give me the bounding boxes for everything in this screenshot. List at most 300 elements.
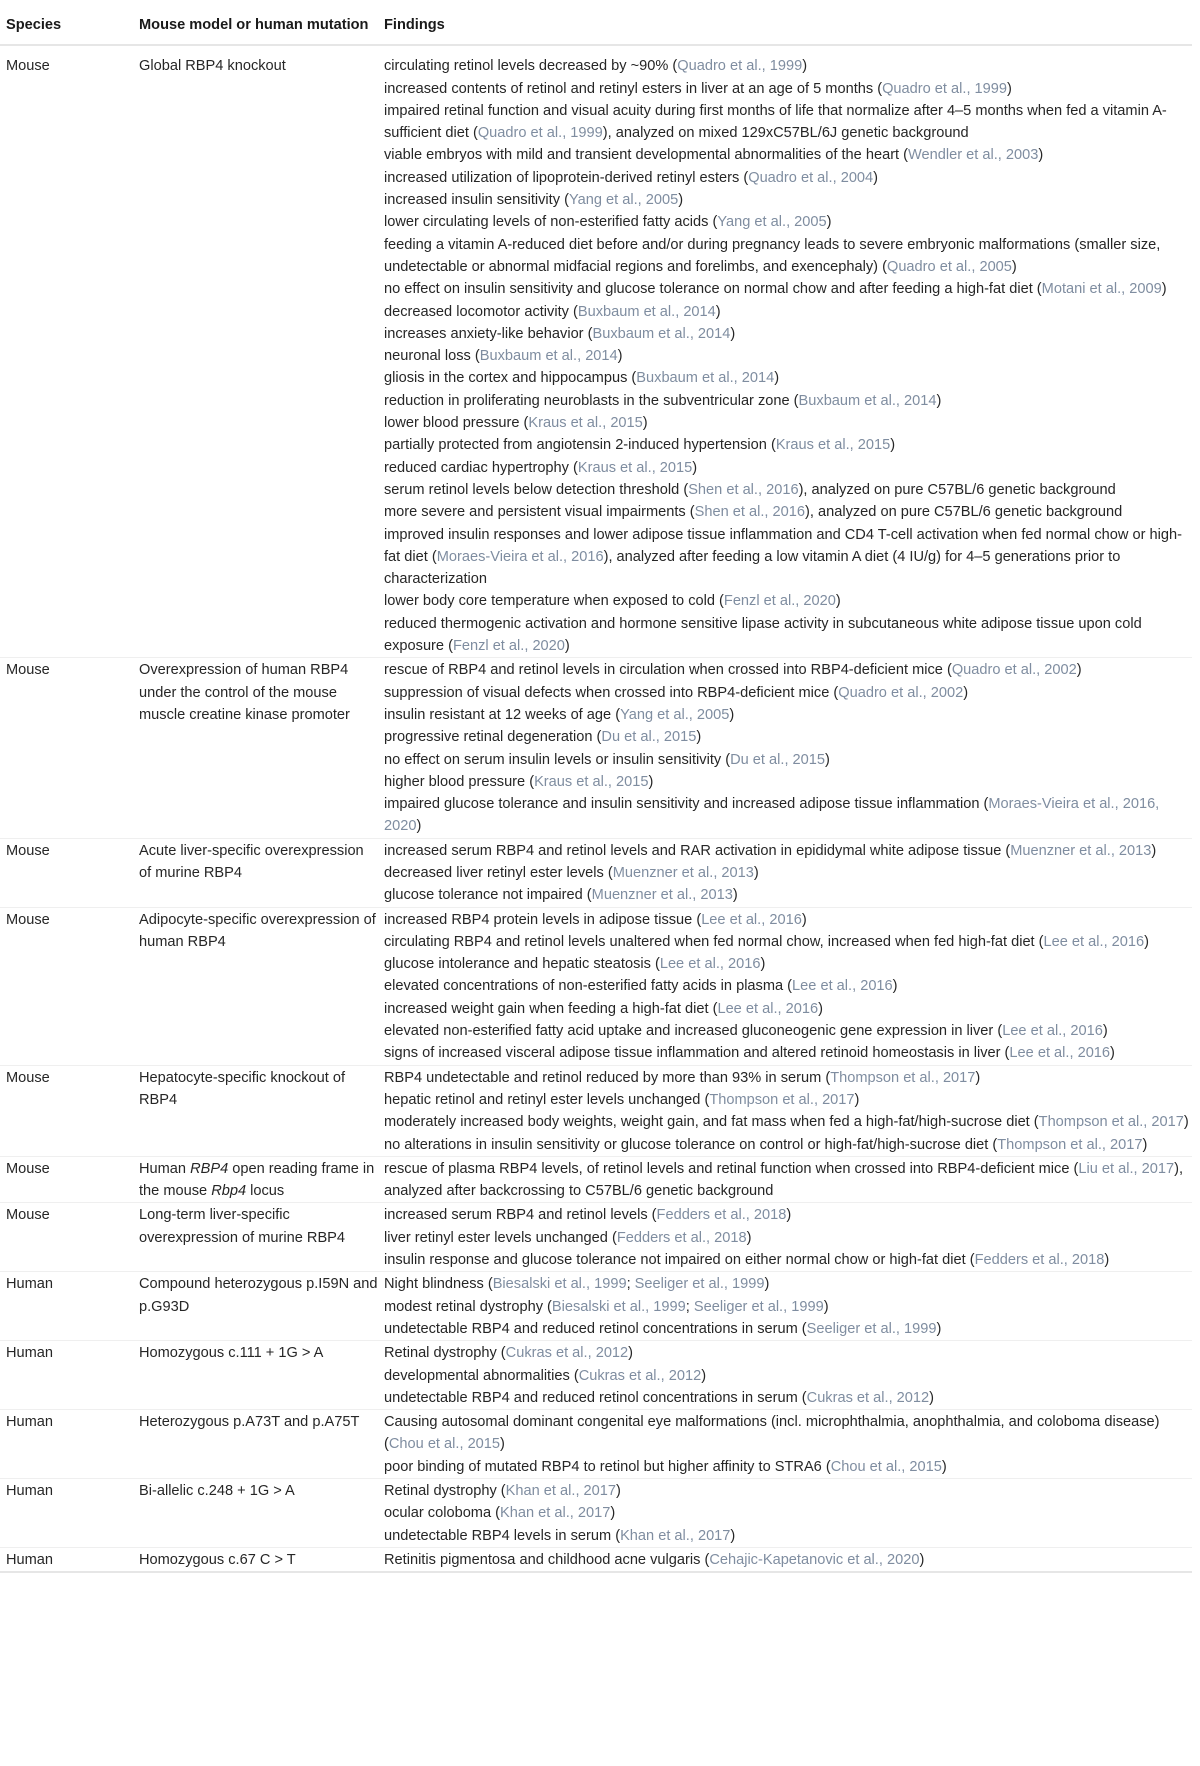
citation-link[interactable]: Quadro et al., 1999 — [677, 58, 803, 75]
text-segment: Night blindness ( — [384, 1276, 493, 1293]
citation-link[interactable]: Fedders et al., 2018 — [656, 1207, 787, 1224]
finding-line — [384, 998, 1192, 1020]
text-segment: ) — [730, 325, 736, 342]
text-segment: circulating RBP4 and retinol levels unaltered when fed normal chow, increased when fed high-fat diet ( — [384, 933, 1044, 950]
text-segment: ) — [753, 864, 759, 881]
citation-link[interactable]: Quadro et al., 2002 — [838, 684, 964, 701]
text-segment: ) — [1102, 1023, 1108, 1040]
model-cell — [133, 1156, 378, 1203]
finding-line — [384, 1525, 1192, 1547]
finding-line — [384, 367, 1192, 389]
text-segment: Causing autosomal dominant congenital eye malformations (incl. microphthalmia, anophthalmia, and coloboma disease) ( — [384, 1414, 1160, 1453]
text-segment: ) — [890, 437, 896, 454]
citation-link[interactable]: Seeliger et al., 1999 — [693, 1298, 824, 1315]
finding-line — [384, 1042, 1192, 1064]
text-segment: ) — [760, 956, 766, 973]
citation-link[interactable]: Thompson et al., 2017 — [709, 1091, 855, 1108]
citation-link[interactable]: Quadro et al., 2002 — [951, 662, 1077, 679]
text-segment: moderately increased body weights, weight gain, and fat mass when fed a high-fat/high-sucrose diet ( — [384, 1114, 1039, 1131]
text-segment: elevated non-esterified fatty acid uptake and increased gluconeogenic gene expression in liver ( — [384, 1023, 1003, 1040]
species-cell: Human — [0, 1272, 133, 1341]
citation-link[interactable]: Yang et al., 2005 — [717, 214, 827, 231]
text-segment: Overexpression of human RBP4 under the control of the mouse muscle creatine kinase promoter — [139, 662, 350, 723]
text-segment: ) — [1104, 1252, 1110, 1269]
species-cell: Mouse — [0, 1203, 133, 1272]
model-cell — [133, 1410, 378, 1479]
text-segment: Homozygous c.67 C > T — [139, 1551, 296, 1568]
text-segment: increased serum RBP4 and retinol levels ( — [384, 1207, 657, 1224]
finding-line — [384, 189, 1192, 211]
text-segment: ) — [642, 415, 648, 432]
finding-line — [384, 975, 1192, 997]
findings-cell — [378, 1272, 1192, 1341]
finding-line — [384, 1411, 1192, 1456]
citation-link[interactable]: Thompson et al., 2017 — [997, 1136, 1143, 1153]
text-segment: ) — [975, 1069, 981, 1086]
header-row — [0, 6, 1192, 45]
finding-line — [384, 1204, 1192, 1226]
text-segment: ) — [678, 192, 684, 209]
species-cell: Mouse — [0, 1065, 133, 1156]
model-cell — [133, 838, 378, 907]
text-segment: ) — [823, 1298, 829, 1315]
text-segment: poor binding of mutated RBP4 to retinol but higher affinity to STRA6 ( — [384, 1458, 831, 1475]
citation-link[interactable]: Fenzl et al., 2020 — [723, 593, 836, 610]
text-segment: ) — [892, 978, 898, 995]
text-segment: ; — [626, 1276, 635, 1293]
text-segment: rescue of RBP4 and retinol levels in circulation when crossed into RBP4-deficient mice ( — [384, 662, 952, 679]
text-segment: ) — [1110, 1045, 1115, 1062]
citation-link[interactable]: Seeliger et al., 1999 — [806, 1320, 937, 1337]
citation-link[interactable]: Biesalski et al., 1999 — [551, 1298, 686, 1315]
text-segment: ) — [1142, 1136, 1148, 1153]
text-segment: ) — [963, 684, 969, 701]
text-segment: Global RBP4 knockout — [139, 58, 286, 75]
text-segment: impaired glucose tolerance and insulin sensitivity and increased adipose tissue inflammation ( — [384, 796, 989, 813]
text-segment: Bi-allelic c.248 + 1G > A — [139, 1483, 295, 1499]
species-cell: Mouse — [0, 838, 133, 907]
text-segment: open reading frame in the mouse — [139, 1160, 375, 1200]
citation-link[interactable]: Buxbaum et al., 2014 — [636, 370, 775, 387]
text-segment: lower body core temperature when exposed to cold ( — [384, 593, 724, 610]
citation-link[interactable]: Quadro et al., 2004 — [748, 169, 874, 186]
model-cell — [133, 658, 378, 838]
finding-line — [384, 390, 1192, 412]
text-segment: reduced thermogenic activation and hormone sensitive lipase activity in subcutaneous white adipose tissue upon cold exposure ( — [384, 615, 1142, 655]
text-segment: ) — [1011, 258, 1017, 275]
citation-link[interactable]: Biesalski et al., 1999 — [492, 1276, 627, 1293]
text-segment: ) — [715, 303, 721, 320]
text-segment: signs of increased visceral adipose tissue inflammation and altered retinoid homeostasis in liver ( — [384, 1045, 1010, 1062]
model-cell — [133, 45, 378, 658]
species-cell: Mouse — [0, 658, 133, 838]
citation-link[interactable]: Du et al., 2015 — [730, 751, 826, 768]
model-cell — [133, 1065, 378, 1156]
text-segment: ) — [929, 1389, 935, 1406]
text-segment: ) — [774, 370, 780, 387]
text-segment: ) — [729, 706, 735, 723]
species-cell: Mouse — [0, 1156, 133, 1203]
text-segment: rescue of plasma RBP4 levels, of retinol levels and retinal function when crossed into RBP4-deficient mice ( — [384, 1160, 1079, 1177]
text-segment: ) — [610, 1505, 616, 1522]
finding-line — [384, 1089, 1192, 1111]
findings-cell — [378, 1410, 1192, 1479]
citation-link[interactable]: Kraus et al., 2015 — [534, 773, 649, 790]
citation-link[interactable]: Cukras et al., 2012 — [578, 1367, 702, 1384]
text-segment: feeding a vitamin A-reduced diet before and/or during pregnancy leads to severe embryonic malformations (smaller size, undetectable or abnormal midfacial regions and forelimbs, and exencephaly) ( — [384, 236, 1161, 275]
model-cell — [133, 1479, 378, 1548]
text-segment: ) — [701, 1367, 707, 1384]
text-segment: ) — [617, 348, 623, 365]
text-segment: Heterozygous p.A73T and p.A75T — [139, 1414, 360, 1431]
text-segment: improved insulin responses and lower adipose tissue inflammation and CD4 T-cell activation when fed normal chow or high-fat diet ( — [384, 526, 1182, 565]
table-row — [0, 1410, 1192, 1479]
text-segment: ) — [786, 1207, 792, 1224]
text-segment: ) — [1076, 662, 1082, 679]
text-segment: Acute liver-specific overexpression of murine RBP4 — [139, 842, 364, 881]
citation-link[interactable]: Wendler et al., 2003 — [908, 147, 1039, 164]
finding-line — [384, 78, 1192, 100]
text-segment: ) — [826, 214, 832, 231]
text-segment: elevated concentrations of non-esterified fatty acids in plasma ( — [384, 978, 793, 995]
citation-link[interactable]: Lee et al., 2016 — [1043, 933, 1145, 950]
table-row — [0, 1341, 1192, 1410]
finding-line — [384, 1318, 1192, 1340]
citation-link[interactable]: Moraes-Vieira et al., 2016 — [436, 548, 604, 565]
citation-link[interactable]: Cehajic-Kapetanovic et al., 2020 — [709, 1551, 920, 1568]
text-segment: ) — [936, 1320, 942, 1337]
citation-link[interactable]: Moraes-Vieira et al., 2016, 2020 — [384, 796, 1160, 835]
text-segment: increased contents of retinol and retinyl esters in liver at an age of 5 months ( — [384, 80, 883, 97]
text-segment: ), analyzed on pure C57BL/6 genetic background — [798, 481, 1116, 498]
text-segment: ) — [696, 729, 702, 746]
citation-link[interactable]: Muenzner et al., 2013 — [591, 887, 733, 904]
citation-link[interactable]: Cukras et al., 2012 — [505, 1345, 629, 1362]
species-cell: Human — [0, 1341, 133, 1410]
citation-link[interactable]: Motani et al., 2009 — [1041, 281, 1162, 298]
finding-line — [384, 862, 1192, 884]
citation-link[interactable]: Quadro et al., 1999 — [882, 80, 1008, 97]
text-segment: no alterations in insulin sensitivity or glucose tolerance on control or high-fat/high-sucrose diet ( — [384, 1136, 998, 1153]
citation-link[interactable]: Fenzl et al., 2020 — [452, 638, 565, 655]
finding-line — [384, 278, 1192, 300]
finding-line — [384, 211, 1192, 233]
text-segment: lower circulating levels of non-esterified fatty acids ( — [384, 214, 718, 231]
finding-line — [384, 434, 1192, 456]
finding-line — [384, 234, 1192, 279]
model-cell — [133, 1341, 378, 1410]
table-body — [0, 45, 1192, 1572]
text-segment: ) — [873, 169, 879, 186]
text-segment: reduction in proliferating neuroblasts in the subventricular zone ( — [384, 392, 799, 409]
text-segment: ) — [500, 1436, 505, 1453]
species-cell: Mouse — [0, 45, 133, 658]
finding-line — [384, 682, 1192, 704]
finding-line — [384, 1365, 1192, 1387]
text-segment: ) — [692, 459, 698, 476]
text-segment: ) — [1151, 842, 1157, 859]
finding-line — [384, 793, 1192, 838]
table-row — [0, 1156, 1192, 1203]
citation-link[interactable]: Kraus et al., 2015 — [577, 459, 693, 476]
italic-gene-name: Rbp4 — [211, 1183, 247, 1200]
text-segment: ) — [835, 593, 841, 610]
citation-link[interactable]: Khan et al., 2017 — [505, 1483, 617, 1499]
model-cell — [133, 1547, 378, 1572]
finding-line — [384, 1249, 1192, 1271]
citation-link[interactable]: Lee et al., 2016 — [659, 956, 761, 973]
text-segment: neuronal loss ( — [384, 348, 480, 365]
text-segment: Compound heterozygous p.I59N and p.G93D — [139, 1276, 378, 1315]
text-segment: ocular coloboma ( — [384, 1505, 500, 1522]
citation-link[interactable]: Lee et al., 2016 — [1009, 1045, 1111, 1062]
text-segment: decreased liver retinyl ester levels ( — [384, 864, 613, 881]
text-segment: modest retinal dystrophy ( — [384, 1298, 552, 1315]
text-segment: ) — [564, 638, 570, 655]
text-segment: ) — [854, 1091, 860, 1108]
citation-link[interactable]: Fedders et al., 2018 — [974, 1252, 1105, 1269]
findings-cell — [378, 838, 1192, 907]
text-segment: higher blood pressure ( — [384, 773, 535, 790]
citation-link[interactable]: Quadro et al., 2005 — [886, 258, 1012, 275]
text-segment: ) — [801, 911, 807, 928]
finding-line — [384, 479, 1192, 501]
finding-line — [384, 613, 1192, 658]
text-segment: partially protected from angiotensin 2-induced hypertension ( — [384, 437, 776, 454]
finding-line — [384, 1020, 1192, 1042]
text-segment: increased utilization of lipoprotein-derived retinyl esters ( — [384, 169, 749, 186]
text-segment: insulin response and glucose tolerance not impaired on either normal chow or high-fat diet ( — [384, 1252, 975, 1269]
table-row — [0, 1065, 1192, 1156]
citation-link[interactable]: Lee et al., 2016 — [1002, 1023, 1103, 1040]
text-segment: ) — [1183, 1114, 1189, 1131]
text-segment: locus — [246, 1183, 285, 1200]
finding-line — [384, 457, 1192, 479]
finding-line — [384, 1067, 1192, 1089]
finding-line — [384, 953, 1192, 975]
finding-line — [384, 704, 1192, 726]
citation-link[interactable]: Liu et al., 2017 — [1078, 1160, 1175, 1177]
text-segment: ) — [936, 392, 942, 409]
finding-line — [384, 1296, 1192, 1318]
text-segment: serum retinol levels below detection threshold ( — [384, 481, 689, 498]
citation-link[interactable]: Lee et al., 2016 — [792, 978, 893, 995]
header-model: Mouse model or human mutation — [133, 6, 378, 45]
finding-line — [384, 590, 1192, 612]
citation-link[interactable]: Shen et al., 2016 — [694, 504, 806, 521]
finding-line — [384, 1134, 1192, 1156]
citation-link[interactable]: Du et al., 2015 — [601, 729, 697, 746]
text-segment: ) — [1038, 147, 1044, 164]
finding-line — [384, 1387, 1192, 1409]
text-segment: liver retinyl ester levels unchanged ( — [384, 1229, 617, 1246]
findings-cell — [378, 1479, 1192, 1548]
text-segment: ) — [746, 1229, 752, 1246]
citation-link[interactable]: Kraus et al., 2015 — [528, 415, 643, 432]
finding-line — [384, 659, 1192, 681]
table-row — [0, 1203, 1192, 1272]
citation-link[interactable]: Chou et al., 2015 — [388, 1436, 501, 1453]
text-segment: Long-term liver-specific overexpression of murine RBP4 — [139, 1207, 346, 1246]
header-species: Species — [0, 6, 133, 45]
findings-cell — [378, 1547, 1192, 1572]
text-segment: ), analyzed on mixed 129xC57BL/6J genetic background — [602, 125, 969, 142]
citation-link[interactable]: Yang et al., 2005 — [620, 706, 730, 723]
text-segment: undetectable RBP4 levels in serum ( — [384, 1527, 621, 1544]
citation-link[interactable]: Kraus et al., 2015 — [775, 437, 891, 454]
finding-line — [384, 1480, 1192, 1502]
text-segment: ), analyzed after backcrossing to C57BL/6 genetic background — [384, 1160, 1184, 1200]
text-segment: ), analyzed on pure C57BL/6 genetic background — [805, 504, 1123, 521]
text-segment: ; — [685, 1298, 694, 1315]
species-cell: Human — [0, 1479, 133, 1548]
species-cell: Mouse — [0, 907, 133, 1065]
text-segment: Retinal dystrophy ( — [384, 1345, 506, 1362]
findings-cell — [378, 1203, 1192, 1272]
finding-line — [384, 726, 1192, 748]
citation-link[interactable]: Yang et al., 2005 — [568, 192, 679, 209]
finding-line — [384, 749, 1192, 771]
text-segment: ) — [1161, 281, 1167, 298]
finding-line — [384, 323, 1192, 345]
finding-line — [384, 1111, 1192, 1133]
findings-cell — [378, 1156, 1192, 1203]
text-segment: no effect on serum insulin levels or insulin sensitivity ( — [384, 751, 731, 768]
model-cell — [133, 1272, 378, 1341]
text-segment: ) — [825, 751, 830, 768]
text-segment: increased weight gain when feeding a high-fat diet ( — [384, 1000, 718, 1017]
finding-line — [384, 1456, 1192, 1478]
text-segment: Retinal dystrophy ( — [384, 1483, 506, 1499]
citation-link[interactable]: Muenzner et al., 2013 — [1010, 842, 1152, 859]
text-segment: Hepatocyte-specific knockout of RBP4 — [139, 1069, 346, 1108]
text-segment: suppression of visual defects when crossed into RBP4-deficient mice ( — [384, 684, 839, 701]
text-segment: ) — [919, 1551, 925, 1568]
finding-line — [384, 345, 1192, 367]
citation-link[interactable]: Chou et al., 2015 — [830, 1458, 942, 1475]
text-segment: RBP4 undetectable and retinol reduced by more than 93% in serum ( — [384, 1069, 831, 1086]
finding-line — [384, 1158, 1192, 1203]
text-segment: progressive retinal degeneration ( — [384, 729, 602, 746]
text-segment: hepatic retinol and retinyl ester levels unchanged ( — [384, 1091, 710, 1108]
finding-line — [384, 100, 1192, 145]
text-segment: impaired retinal function and visual acuity during first months of life that normalize after 4–5 months when fed a vitamin A-sufficient diet ( — [384, 102, 1167, 142]
citation-link[interactable]: Seeliger et al., 1999 — [634, 1276, 765, 1293]
text-segment: ) — [802, 58, 808, 75]
italic-gene-name: RBP4 — [190, 1160, 229, 1177]
text-segment: circulating retinol levels decreased by ~90% ( — [384, 58, 678, 75]
text-segment: Retinitis pigmentosa and childhood acne vulgaris ( — [384, 1551, 710, 1568]
table-row — [0, 1547, 1192, 1572]
text-segment: undetectable RBP4 and reduced retinol concentrations in serum ( — [384, 1320, 807, 1337]
text-segment: increases anxiety-like behavior ( — [384, 325, 593, 342]
citation-link[interactable]: Fedders et al., 2018 — [616, 1229, 747, 1246]
finding-line — [384, 144, 1192, 166]
finding-line — [384, 55, 1192, 77]
text-segment: undetectable RBP4 and reduced retinol concentrations in serum ( — [384, 1389, 807, 1406]
text-segment: insulin resistant at 12 weeks of age ( — [384, 706, 621, 723]
finding-line — [384, 771, 1192, 793]
text-segment: decreased locomotor activity ( — [384, 303, 578, 320]
finding-line — [384, 1342, 1192, 1364]
text-segment: ) — [818, 1000, 823, 1017]
citation-link[interactable]: Buxbaum et al., 2014 — [592, 325, 731, 342]
finding-line — [384, 909, 1192, 931]
text-segment: ) — [941, 1458, 947, 1475]
citation-link[interactable]: Lee et al., 2016 — [717, 1000, 819, 1017]
species-cell: Human — [0, 1547, 133, 1572]
text-segment: glucose tolerance not impaired ( — [384, 887, 592, 904]
model-cell — [133, 1203, 378, 1272]
text-segment: reduced cardiac hypertrophy ( — [384, 459, 578, 476]
finding-line — [384, 1502, 1192, 1524]
citation-link[interactable]: Thompson et al., 2017 — [830, 1069, 976, 1086]
citation-link[interactable]: Muenzner et al., 2013 — [612, 864, 754, 881]
text-segment: ) — [764, 1276, 770, 1293]
text-segment: ) — [1007, 80, 1012, 97]
citation-link[interactable]: Buxbaum et al., 2014 — [479, 348, 618, 365]
citation-link[interactable]: Lee et al., 2016 — [701, 911, 802, 928]
findings-table — [0, 6, 1192, 1573]
finding-line — [384, 301, 1192, 323]
text-segment: ), analyzed after feeding a low vitamin A diet (4 IU/g) for 4–5 generations prior to characterization — [384, 548, 1121, 588]
text-segment: Adipocyte-specific overexpression of human RBP4 — [139, 911, 376, 950]
finding-line — [384, 931, 1192, 953]
table-row — [0, 838, 1192, 907]
text-segment: ) — [1144, 933, 1150, 950]
citation-link[interactable]: Cukras et al., 2012 — [806, 1389, 930, 1406]
findings-cell — [378, 45, 1192, 658]
table-row — [0, 658, 1192, 838]
findings-cell — [378, 907, 1192, 1065]
text-segment: no effect on insulin sensitivity and glucose tolerance on normal chow and after feeding a high-fat diet ( — [384, 281, 1042, 298]
findings-cell — [378, 658, 1192, 838]
text-segment: ) — [616, 1483, 621, 1499]
text-segment: lower blood pressure ( — [384, 415, 529, 432]
text-segment: viable embryos with mild and transient developmental abnormalities of the heart ( — [384, 147, 909, 164]
finding-line — [384, 840, 1192, 862]
findings-cell — [378, 1065, 1192, 1156]
text-segment: more severe and persistent visual impairments ( — [384, 504, 695, 521]
text-segment: ) — [416, 818, 422, 835]
finding-line — [384, 1227, 1192, 1249]
text-segment: ) — [730, 1527, 736, 1544]
text-segment: ) — [628, 1345, 634, 1362]
citation-link[interactable]: Shen et al., 2016 — [688, 481, 799, 498]
table-row — [0, 45, 1192, 658]
citation-link[interactable]: Khan et al., 2017 — [500, 1505, 611, 1522]
text-segment: ) — [648, 773, 654, 790]
text-segment: gliosis in the cortex and hippocampus ( — [384, 370, 637, 387]
model-cell — [133, 907, 378, 1065]
citation-link[interactable]: Buxbaum et al., 2014 — [798, 392, 937, 409]
table-row — [0, 1272, 1192, 1341]
text-segment: ) — [732, 887, 738, 904]
text-segment: glucose intolerance and hepatic steatosis ( — [384, 956, 660, 973]
citation-link[interactable]: Buxbaum et al., 2014 — [577, 303, 716, 320]
finding-line — [384, 524, 1192, 591]
citation-link[interactable]: Thompson et al., 2017 — [1038, 1114, 1184, 1131]
finding-line — [384, 1549, 1192, 1571]
text-segment: developmental abnormalities ( — [384, 1367, 579, 1384]
species-cell: Human — [0, 1410, 133, 1479]
finding-line — [384, 167, 1192, 189]
text-segment: increased serum RBP4 and retinol levels and RAR activation in epididymal white adipose tissue ( — [384, 842, 1011, 859]
finding-line — [384, 412, 1192, 434]
citation-link[interactable]: Khan et al., 2017 — [620, 1527, 731, 1544]
table-row — [0, 907, 1192, 1065]
citation-link[interactable]: Quadro et al., 1999 — [477, 125, 603, 142]
